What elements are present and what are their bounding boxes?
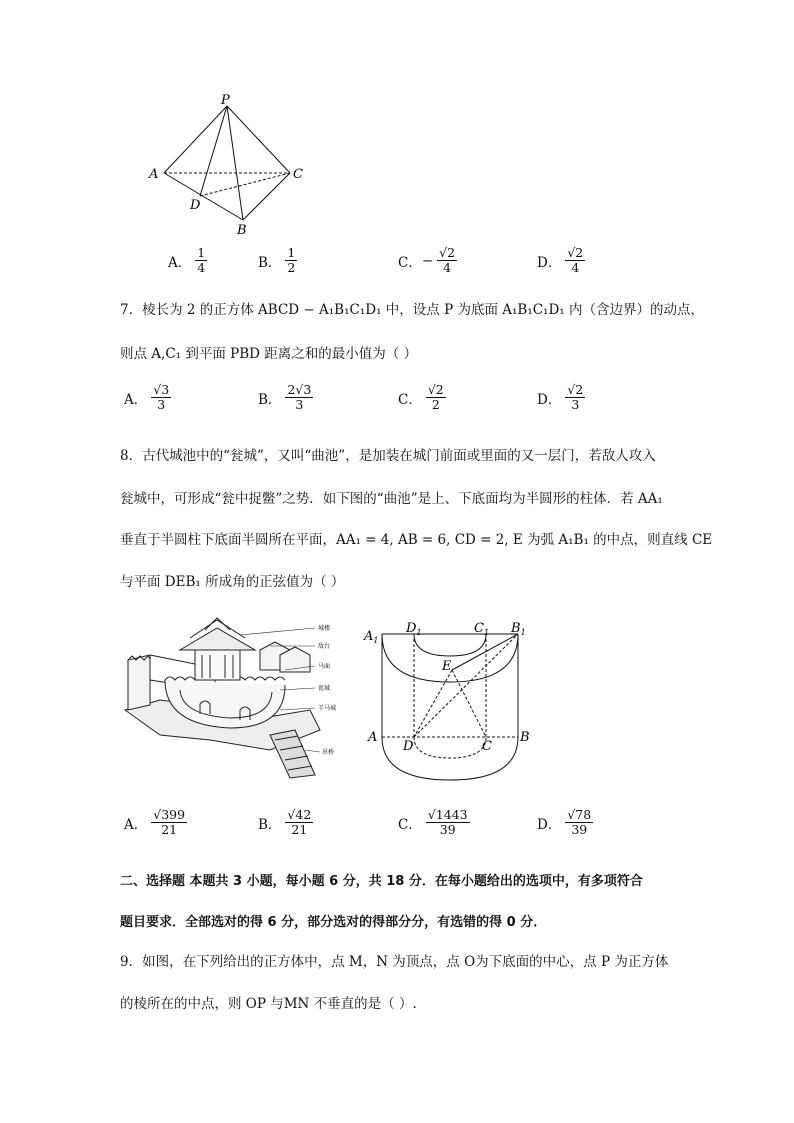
- q7-option-c[interactable]: C． $\frac{√2}{2}$: [398, 382, 444, 413]
- q7-line1: 7．棱长为 2 的正方体 ABCD − A₁B₁C₁D₁ 中，设点 P 为底面 A₁B₁C₁D₁ 内（含边界）的动点，: [120, 302, 704, 318]
- label-C: C: [482, 739, 492, 754]
- fraction: $\frac{1}{2}$: [287, 245, 296, 276]
- pyramid-figure: [140, 88, 320, 240]
- fortress-illustration: [120, 610, 360, 780]
- label-B: B: [520, 730, 530, 745]
- fraction: $\frac{√2}{2}$: [427, 382, 444, 413]
- fraction: $\frac{√3}{3}$: [153, 382, 170, 413]
- label-C: C: [293, 167, 303, 182]
- fraction: $\frac{√2}{3}$: [567, 382, 584, 413]
- q6-option-b[interactable]: B． $\frac{1}{2}$: [258, 245, 296, 276]
- q8-option-a[interactable]: A． $\frac{√399}{21}$: [124, 807, 186, 838]
- q8-option-c[interactable]: C． $\frac{√1443}{39}$: [398, 807, 468, 838]
- label-A: A: [368, 730, 378, 745]
- q6-option-c[interactable]: C． − $\frac{√2}{4}$: [398, 245, 456, 276]
- label-A: A: [149, 167, 159, 182]
- fraction: $\frac{2√3}{3}$: [287, 382, 312, 413]
- q6-option-d[interactable]: D． $\frac{√2}{4}$: [537, 245, 584, 276]
- q7-option-b[interactable]: B． $\frac{2√3}{3}$: [258, 382, 312, 413]
- section2-line1: 二、选择题 本题共 3 小题，每小题 6 分，共 18 分．在每小题给出的选项中，有多项符合: [120, 874, 643, 889]
- q9-line2: 的棱所在的中点，则 OP 与MN 不垂直的是（ ）.: [120, 996, 417, 1012]
- label-chenglou: 城楼: [318, 625, 331, 632]
- label-wengcheng: 瓮城: [318, 685, 331, 692]
- q9-line1: 9．如图，在下列给出的正方体中，点 M，N 为顶点，点 O为下底面的中心，点 P 为正方体: [120, 954, 669, 970]
- label-B1: $B_1$: [511, 621, 526, 637]
- fraction: $\frac{√399}{21}$: [153, 807, 186, 838]
- q8-line3: 垂直于半圆柱下底面半圆所在平面，AA₁ = 4, AB = 6, CD = 2, E 为弧 A₁B₁ 的中点，则直线 CE: [120, 532, 713, 548]
- fraction: $\frac{1}{4}$: [197, 245, 206, 276]
- q8-line2: 瓮城中，可形成“瓮中捉鳖”之势．如下图的“曲池”是上、下底面均为半圆形的柱体．若 AA₁: [120, 491, 663, 507]
- fraction: $\frac{√78}{39}$: [567, 807, 592, 838]
- label-P: P: [221, 93, 230, 108]
- label-D: D: [403, 739, 414, 754]
- section2-line2: 题目要求．全部选对的得 6 分，部分选对的得部分分，有选错的得 0 分．: [120, 915, 547, 930]
- q7-line2: 则点 A,C₁ 到平面 PBD 距离之和的最小值为（ ）: [120, 346, 418, 362]
- q7-option-d[interactable]: D． $\frac{√2}{3}$: [537, 382, 584, 413]
- quchi-figure: [360, 612, 540, 782]
- label-ditai: 敌台: [318, 643, 331, 650]
- fraction: $\frac{√2}{4}$: [439, 245, 456, 276]
- label-yangmacheng: 羊马城: [318, 705, 337, 712]
- label-C1: $C_1$: [474, 621, 490, 637]
- label-B: B: [237, 223, 247, 238]
- label-diaoqiao: 吊桥: [322, 749, 335, 756]
- label-A1: $A_1$: [364, 629, 379, 645]
- q6-option-a[interactable]: A． $\frac{1}{4}$: [168, 245, 206, 276]
- label-D1: $D_1$: [406, 621, 422, 637]
- q8-line4: 与平面 DEB₁ 所成角的正弦值为（ ）: [120, 574, 345, 590]
- label-D: D: [190, 198, 201, 213]
- fraction: $\frac{√42}{21}$: [287, 807, 312, 838]
- label-E: E: [442, 659, 452, 674]
- q8-option-b[interactable]: B． $\frac{√42}{21}$: [258, 807, 312, 838]
- fraction: $\frac{√2}{4}$: [567, 245, 584, 276]
- q7-option-a[interactable]: A． $\frac{√3}{3}$: [124, 382, 170, 413]
- q8-line1: 8．古代城池中的“瓮城”，又叫“曲池”，是加装在城门前面或里面的又一层门，若敌人攻入: [120, 448, 656, 464]
- fraction: $\frac{√1443}{39}$: [427, 807, 468, 838]
- label-mamian: 马面: [318, 663, 331, 670]
- q8-option-d[interactable]: D． $\frac{√78}{39}$: [537, 807, 592, 838]
